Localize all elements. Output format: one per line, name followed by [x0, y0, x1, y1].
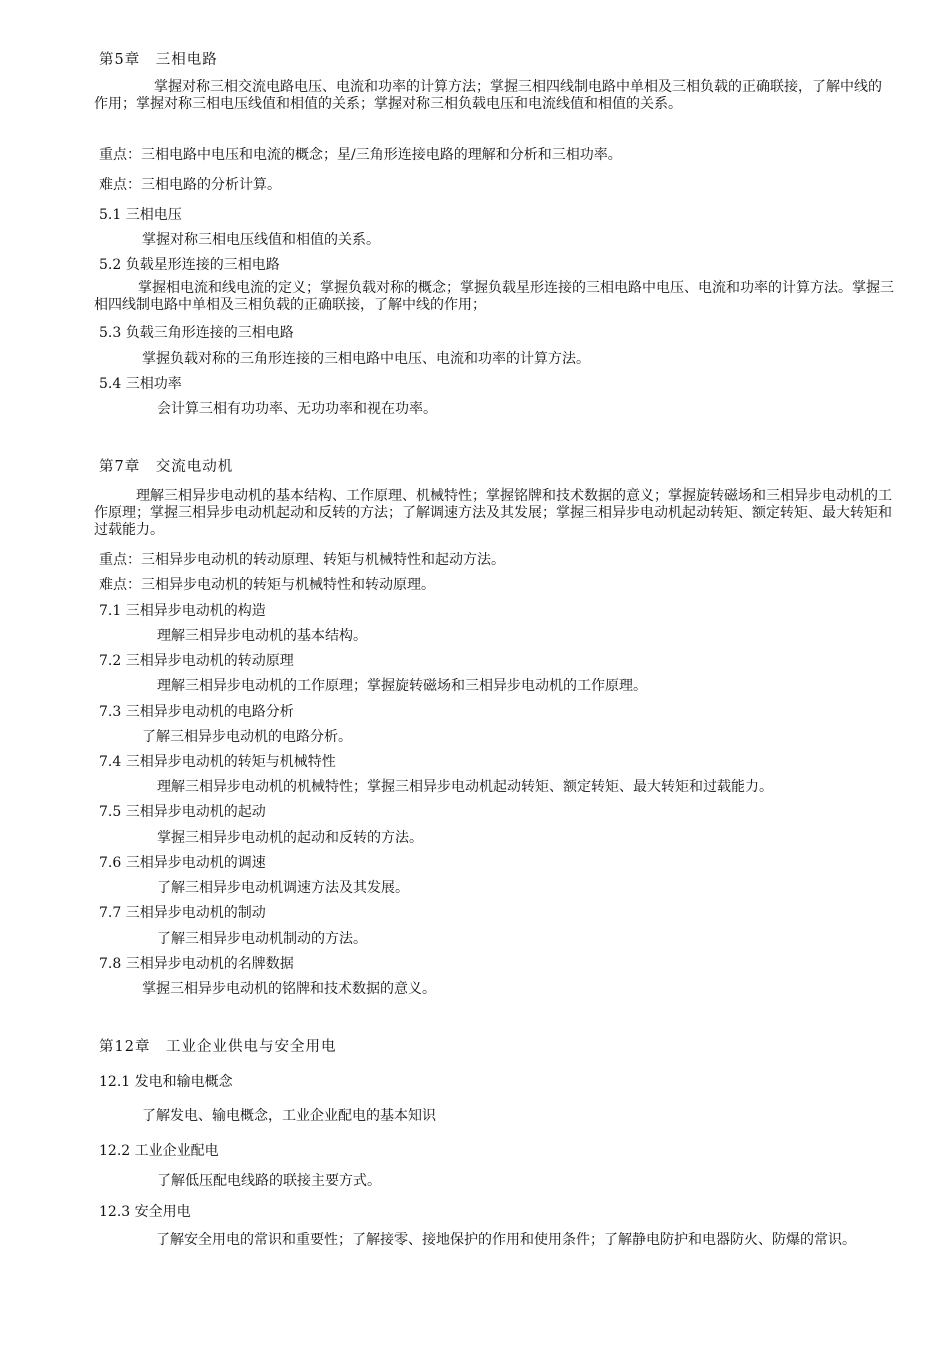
chapter-7-intro: 理解三相异步电动机的基本结构、工作原理、机械特性；掌握铭牌和技术数据的意义；掌握旋转磁场和三相异步电动机的工作原理；掌握三相异步电动机起动和反转的方法；了解调速方法及其发展；掌握三相异步电动机起动转矩、额定转矩、最大转矩和过载能力。: [94, 488, 892, 538]
section-7-6-desc: 了解三相异步电动机调速方法及其发展。: [157, 880, 409, 896]
chapter-5-title: 第5章 三相电路: [99, 52, 218, 68]
chapter-5-key-points: 重点：三相电路中电压和电流的概念；星/三角形连接电路的理解和分析和三相功率。: [99, 147, 622, 163]
chapter-7-title: 第7章 交流电动机: [99, 459, 234, 475]
section-12-2-desc: 了解低压配电线路的联接主要方式。: [157, 1173, 381, 1189]
section-7-8-title: 7.8 三相异步电动机的名牌数据: [99, 956, 294, 972]
section-7-7-title: 7.7 三相异步电动机的制动: [99, 905, 266, 921]
section-7-6-title: 7.6 三相异步电动机的调速: [99, 855, 266, 871]
chapter-5-difficulties: 难点：三相电路的分析计算。: [99, 177, 281, 193]
section-5-2-title: 5.2 负载星形连接的三相电路: [99, 257, 280, 273]
section-7-1-desc: 理解三相异步电动机的基本结构。: [157, 628, 367, 644]
section-12-3-title: 12.3 安全用电: [99, 1204, 191, 1220]
section-7-3-desc: 了解三相异步电动机的电路分析。: [142, 729, 352, 745]
section-5-3-desc: 掌握负载对称的三角形连接的三相电路中电压、电流和功率的计算方法。: [142, 351, 590, 367]
section-7-8-desc: 掌握三相异步电动机的铭牌和技术数据的意义。: [142, 981, 436, 997]
section-7-5-desc: 掌握三相异步电动机的起动和反转的方法。: [157, 830, 423, 846]
section-12-1-title: 12.1 发电和输电概念: [99, 1074, 233, 1090]
section-5-3-title: 5.3 负载三角形连接的三相电路: [99, 325, 294, 341]
section-7-3-title: 7.3 三相异步电动机的电路分析: [99, 704, 294, 720]
section-5-1-title: 5.1 三相电压: [99, 207, 182, 223]
section-7-4-desc: 理解三相异步电动机的机械特性；掌握三相异步电动机起动转矩、额定转矩、最大转矩和过载能力。: [157, 779, 773, 795]
section-7-2-desc: 理解三相异步电动机的工作原理；掌握旋转磁场和三相异步电动机的工作原理。: [157, 678, 647, 694]
chapter-7-key-points: 重点：三相异步电动机的转动原理、转矩与机械特性和起动方法。: [99, 552, 505, 568]
section-5-2-desc: 掌握相电流和线电流的定义；掌握负载对称的概念；掌握负载星形连接的三相电路中电压、电流和功率的计算方法。掌握三相四线制电路中单相及三相负载的正确联接，了解中线的作用；: [94, 280, 894, 313]
section-12-1-desc: 了解发电、输电概念，工业企业配电的基本知识: [142, 1108, 436, 1124]
section-7-7-desc: 了解三相异步电动机制动的方法。: [157, 931, 367, 947]
section-12-3-desc: 了解安全用电的常识和重要性；了解接零、接地保护的作用和使用条件；了解静电防护和电器防火、防爆的常识。: [156, 1232, 856, 1248]
chapter-7-difficulties: 难点：三相异步电动机的转矩与机械特性和转动原理。: [99, 577, 435, 593]
section-5-1-desc: 掌握对称三相电压线值和相值的关系。: [142, 232, 380, 248]
section-7-5-title: 7.5 三相异步电动机的起动: [99, 804, 266, 820]
section-5-4-desc: 会计算三相有功功率、无功功率和视在功率。: [157, 401, 437, 417]
section-12-2-title: 12.2 工业企业配电: [99, 1143, 219, 1159]
chapter-5-intro: 掌握对称三相交流电路电压、电流和功率的计算方法；掌握三相四线制电路中单相及三相负载的正确联接，了解中线的作用；掌握对称三相电压线值和相值的关系；掌握对称三相负载电压和电流线值和相值的关系。: [94, 79, 882, 112]
chapter-12-title: 第12章 工业企业供电与安全用电: [99, 1039, 337, 1055]
section-7-2-title: 7.2 三相异步电动机的转动原理: [99, 653, 294, 669]
section-5-4-title: 5.4 三相功率: [99, 376, 182, 392]
section-7-1-title: 7.1 三相异步电动机的构造: [99, 603, 266, 619]
section-7-4-title: 7.4 三相异步电动机的转矩与机械特性: [99, 754, 336, 770]
